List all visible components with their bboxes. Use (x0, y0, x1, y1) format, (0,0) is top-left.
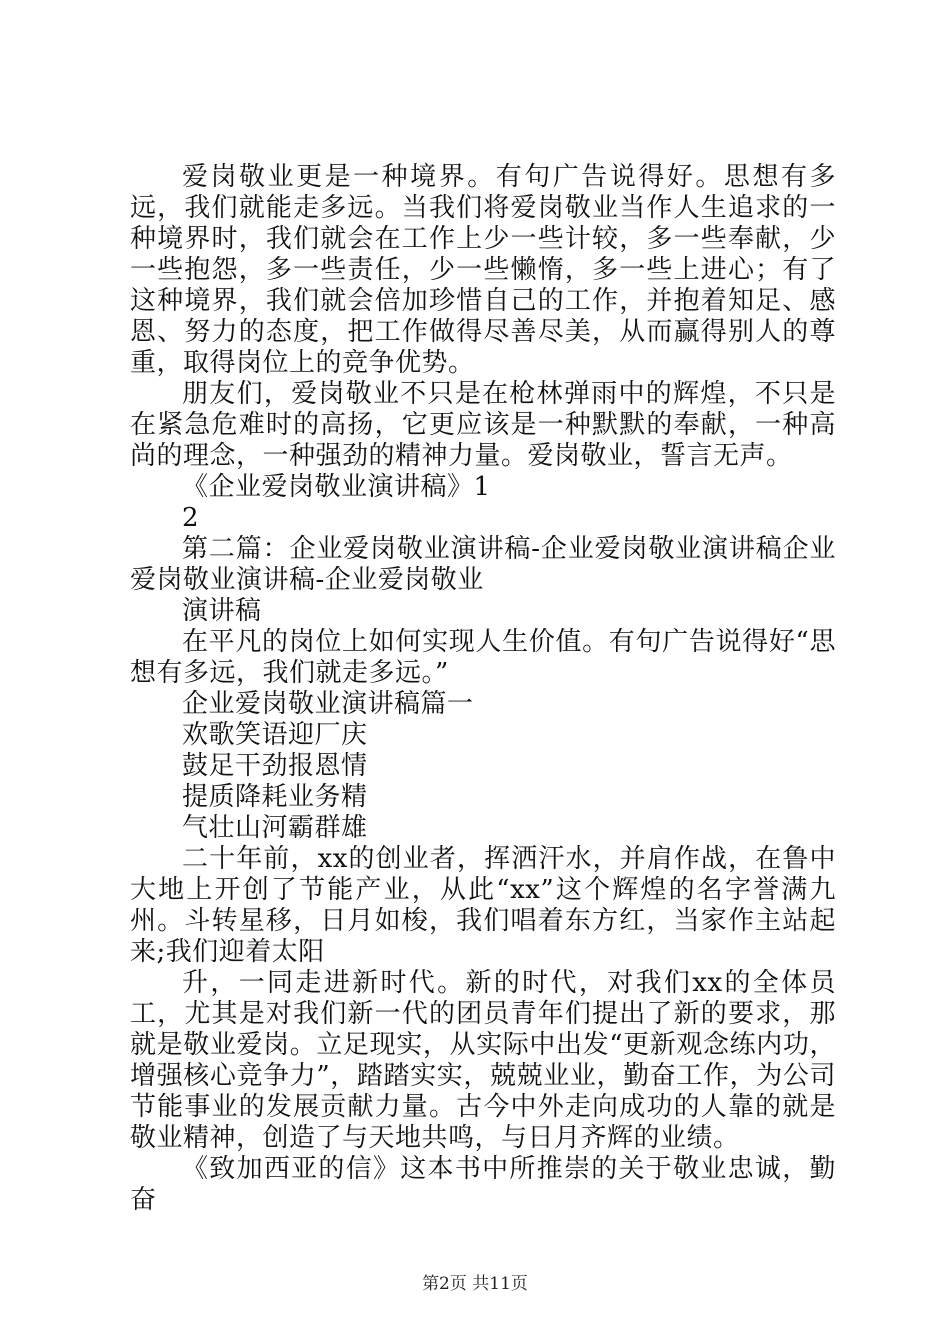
paragraph: 演讲稿 (182, 596, 262, 626)
verse-line: 欢歌笑语迎厂庆 (182, 720, 368, 750)
verse-line: 气壮山河霸群雄 (182, 813, 368, 843)
paragraph: 朋友们，爱岗敬业不只是在枪林弹雨中的辉煌，不只是在紧急危难时的高扬，它更应该是一种默默的奉献，一种高尚的理念，一种强劲的精神力量。爱岗敬业，誓言无声。 (130, 379, 836, 471)
paragraph: 企业爱岗敬业演讲稿篇一 (182, 689, 474, 719)
page-footer: 第2页 共11页 (422, 1274, 528, 1294)
section-heading: 第二篇：企业爱岗敬业演讲稿-企业爱岗敬业演讲稿企业爱岗敬业演讲稿-企业爱岗敬业 (130, 534, 836, 595)
verse-line: 提质降耗业务精 (182, 782, 368, 812)
paragraph: 《致加西亚的信》这本书中所推崇的关于敬业忠诚，勤奋 (130, 1154, 836, 1215)
document-body (130, 162, 836, 1216)
paragraph: 爱岗敬业更是一种境界。有句广告说得好。思想有多远，我们就能走多远。当我们将爱岗敬业当作人生追求的一种境界时，我们就会在工作上少一些计较，多一些奉献，少一些抱怨，多一些责任，少一些懒惰，多一些上进心；有了这种境界，我们就会倍加珍惜自己的工作，并抱着知足、感恩、努力的态度，把工作做得尽善尽美，从而赢得别人的尊重，取得岗位上的竞争优势。 (130, 162, 836, 378)
paragraph: 2 (182, 503, 200, 533)
paragraph: 在平凡的岗位上如何实现人生价值。有句广告说得好“思想有多远，我们就走多远。” (130, 627, 836, 688)
paragraph: 《企业爱岗敬业演讲稿》1 (182, 472, 491, 502)
verse-line: 鼓足干劲报恩情 (182, 751, 368, 781)
paragraph: 升，一同走进新时代。新的时代，对我们xx的全体员工，尤其是对我们新一代的团员青年们提出了新的要求，那就是敬业爱岗。立足现实，从实际中出发“更新观念练内功，增强核心竞争力”，踏踏实实，兢兢业业，勤奋工作，为公司节能事业的发展贡献力量。古今中外走向成功的人靠的就是敬业精神，创造了与天地共鸣，与日月齐辉的业绩。 (130, 968, 836, 1153)
paragraph: 二十年前，xx的创业者，挥洒汗水，并肩作战，在鲁中大地上开创了节能产业，从此“xx”这个辉煌的名字誉满九州。斗转星移，日月如梭，我们唱着东方红，当家作主站起来;我们迎着太阳 (130, 844, 836, 967)
